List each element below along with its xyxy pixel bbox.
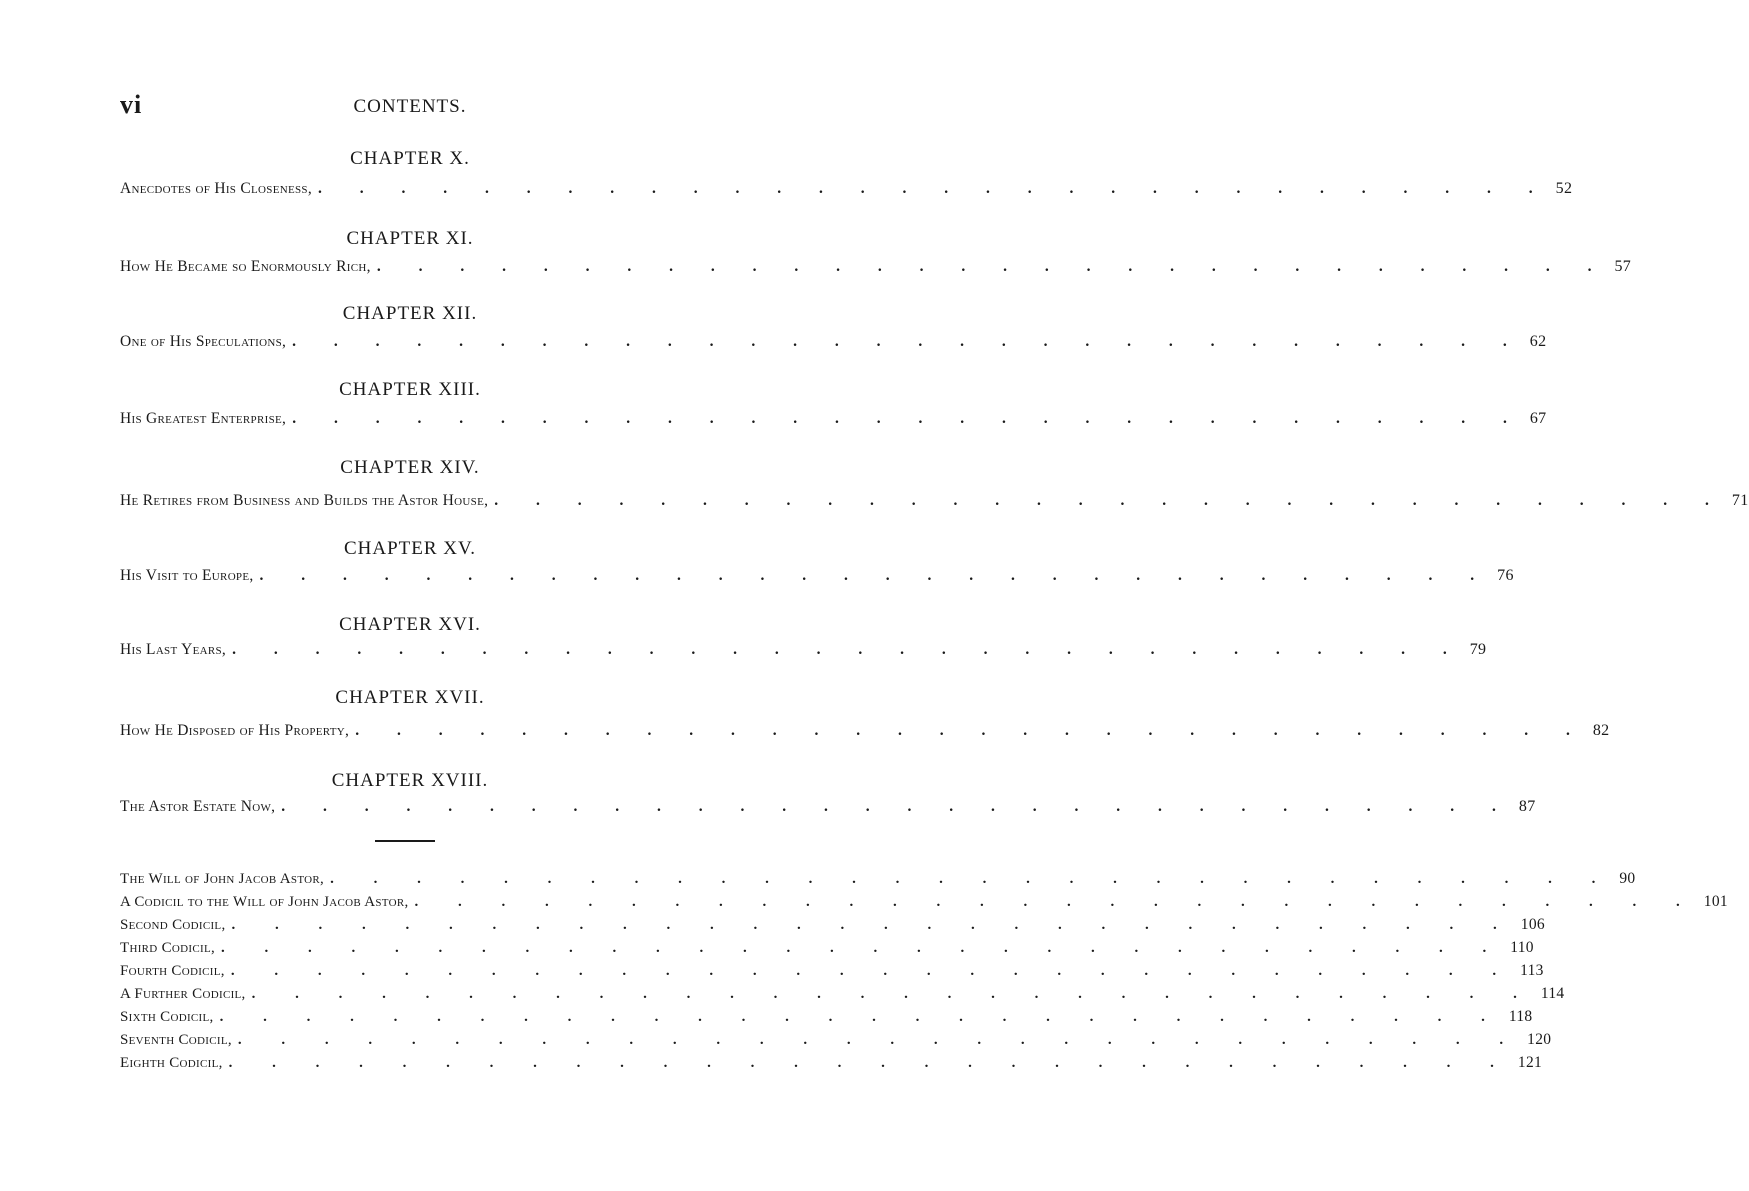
leader-dots: . . . . . . . . . . . . . . . . . . . . . . . . . . . . . . xyxy=(232,641,1464,658)
toc-entry-title: Anecdotes of His Closeness, xyxy=(120,180,313,197)
leader-dots: . . . . . . . . . . . . . . . . . . . . . . . . . . . . . . xyxy=(330,871,1614,887)
leader-dots: . . . . . . . . . . . . . . . . . . . . . . . . . . . . . . xyxy=(221,940,1505,956)
chapter-heading: CHAPTER XI. xyxy=(346,228,474,249)
appendix-entry xyxy=(120,916,1545,938)
appendix-entry-page: 90 xyxy=(1619,870,1636,887)
appendix-entry-title: Sixth Codicil, xyxy=(120,1009,214,1025)
leader-dots: . . . . . . . . . . . . . . . . . . . . . . . . . . . . . . xyxy=(376,258,1609,275)
chapter-heading: CHAPTER XVII. xyxy=(335,687,485,708)
toc-entry xyxy=(120,567,1514,591)
chapter-heading: CHAPTER XIV. xyxy=(340,457,480,478)
toc-entry-page: 52 xyxy=(1555,180,1573,197)
toc-entry-title: How He Became so Enormously Rich, xyxy=(120,258,371,275)
running-title: CONTENTS. xyxy=(353,96,467,117)
chapter-heading: CHAPTER XVI. xyxy=(339,614,481,635)
toc-entry-page: 79 xyxy=(1469,641,1487,658)
toc-entry xyxy=(120,180,1573,204)
toc-entry xyxy=(120,641,1487,665)
toc-entry-title: The Astor Estate Now, xyxy=(120,798,276,815)
page-number: vi xyxy=(120,90,143,119)
appendix-entry-page: 121 xyxy=(1517,1054,1543,1071)
leader-dots: . . . . . . . . . . . . . . . . . . . . . . . . . . . . . . xyxy=(292,410,1524,427)
toc-entry-page: 76 xyxy=(1497,567,1514,584)
toc-entry-page: 87 xyxy=(1518,798,1536,815)
leader-dots: . . . . . . . . . . . . . . . . . . . . . . . . . . . . . . xyxy=(494,492,1726,509)
toc-entry xyxy=(120,410,1547,434)
leader-dots: . . . . . . . . . . . . . . . . . . . . . . . . . . . . . . xyxy=(230,963,1515,979)
appendix-entry-title: Fourth Codicil, xyxy=(120,963,225,979)
leader-dots: . . . . . . . . . . . . . . . . . . . . . . . . . . . . . . xyxy=(414,894,1698,910)
toc-entry-page: 62 xyxy=(1529,333,1547,350)
leader-dots: . . . . . . . . . . . . . . . . . . . . . . . . . . . . . . xyxy=(251,986,1535,1002)
appendix-entry xyxy=(120,870,1636,892)
leader-dots: . . . . . . . . . . . . . . . . . . . . . . . . . . . . . . xyxy=(355,722,1587,739)
appendix-entry xyxy=(120,1054,1543,1076)
toc-entry xyxy=(120,798,1536,822)
appendix-entry xyxy=(120,962,1544,984)
toc-entry-title: He Retires from Business and Builds the Astor House, xyxy=(120,492,489,509)
chapter-heading: CHAPTER X. xyxy=(350,148,470,169)
leader-dots: . . . . . . . . . . . . . . . . . . . . . . . . . . . . . . xyxy=(281,798,1513,815)
toc-entry-title: His Greatest Enterprise, xyxy=(120,410,287,427)
leader-dots: . . . . . . . . . . . . . . . . . . . . . . . . . . . . . . xyxy=(318,180,1550,197)
appendix-entry-title: A Codicil to the Will of John Jacob Astor, xyxy=(120,894,409,910)
appendix-entry-title: Second Codicil, xyxy=(120,917,226,933)
chapter-heading: CHAPTER XIII. xyxy=(339,379,481,400)
leader-dots: . . . . . . . . . . . . . . . . . . . . . . . . . . . . . . xyxy=(231,917,1515,933)
toc-entry xyxy=(120,258,1632,282)
appendix-entry-title: Seventh Codicil, xyxy=(120,1032,232,1048)
appendix-entry-page: 113 xyxy=(1520,962,1544,979)
leader-dots: . . . . . . . . . . . . . . . . . . . . . . . . . . . . . . xyxy=(259,567,1492,584)
appendix-entry xyxy=(120,1008,1533,1030)
appendix-entry-page: 118 xyxy=(1508,1008,1533,1025)
toc-entry-title: His Last Years, xyxy=(120,641,227,658)
leader-dots: . . . . . . . . . . . . . . . . . . . . . . . . . . . . . . xyxy=(292,333,1524,350)
appendix-entry-page: 101 xyxy=(1703,893,1728,910)
chapter-heading: CHAPTER XV. xyxy=(343,538,477,559)
leader-dots: . . . . . . . . . . . . . . . . . . . . . . . . . . . . . . xyxy=(228,1055,1512,1071)
toc-entry-title: His Visit to Europe, xyxy=(120,567,254,584)
appendix-entry-page: 120 xyxy=(1527,1031,1552,1048)
toc-entry-page: 57 xyxy=(1614,258,1632,275)
leader-dots: . . . . . . . . . . . . . . . . . . . . . . . . . . . . . . xyxy=(237,1032,1522,1048)
leader-dots: . . . . . . . . . . . . . . . . . . . . . . . . . . . . . . xyxy=(219,1009,1503,1025)
chapter-heading: CHAPTER XVIII. xyxy=(331,770,489,791)
appendix-entry xyxy=(120,893,1728,915)
appendix-entry xyxy=(120,985,1565,1007)
appendix-entry-title: Third Codicil, xyxy=(120,940,216,956)
chapter-heading: CHAPTER XII. xyxy=(342,303,478,324)
running-head xyxy=(120,90,700,126)
toc-entry-page: 71 xyxy=(1731,492,1749,509)
appendix-entry xyxy=(120,1031,1552,1053)
toc-entry-title: How He Disposed of His Property, xyxy=(120,722,350,739)
toc-entry xyxy=(120,333,1547,357)
appendix-entry-page: 114 xyxy=(1540,985,1565,1002)
toc-entry xyxy=(120,492,1749,516)
toc-entry xyxy=(120,722,1610,746)
toc-entry-title: One of His Speculations, xyxy=(120,333,287,350)
toc-entry-page: 67 xyxy=(1529,410,1547,427)
appendix-entry xyxy=(120,939,1534,961)
appendix-entry-page: 110 xyxy=(1510,939,1534,956)
appendix-entry-title: A Further Codicil, xyxy=(120,986,246,1002)
section-divider xyxy=(375,840,435,842)
toc-entry-page: 82 xyxy=(1592,722,1610,739)
appendix-entry-page: 106 xyxy=(1520,916,1545,933)
appendix-entry-title: Eighth Codicil, xyxy=(120,1055,223,1071)
appendix-entry-title: The Will of John Jacob Astor, xyxy=(120,871,325,887)
